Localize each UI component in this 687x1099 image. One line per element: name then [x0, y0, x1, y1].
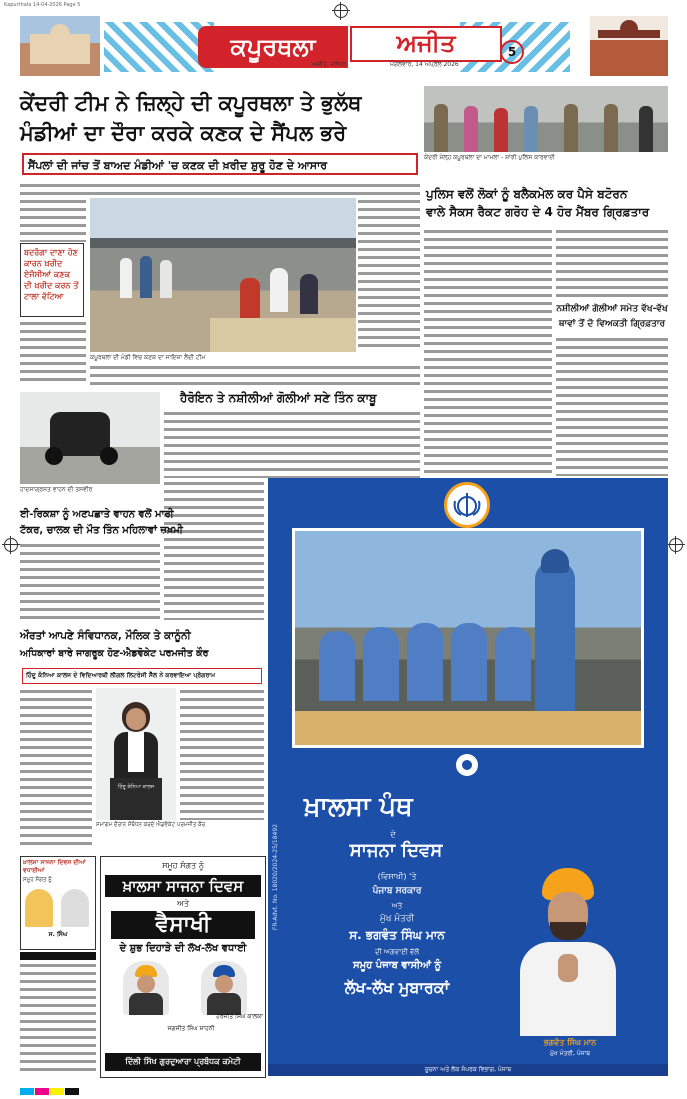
small-ad-title: ਖ਼ਾਲਸਾ ਸਾਜਨਾ ਦਿਵਸ ਦੀਆਂ ਵਧਾਈਆਂ: [23, 859, 86, 874]
accident-headline-2: ਟੱਕਰ, ਚਾਲਕ ਦੀ ਮੌਤ ਤਿੰਨ ਮਹਿਲਾਵਾਂ ਜ਼ਖ਼ਮੀ: [20, 525, 183, 536]
vaisakhi-portrait-2: [201, 961, 247, 1015]
vaisakhi-word: ਵੈਸਾਖੀ: [111, 911, 255, 939]
masthead-date: ਮੰਗਲਵਾਰ, 14 ਅਪ੍ਰੈਲ 2026: [390, 61, 459, 68]
vaisakhi-top: ਸਮੂਹ ਸੰਗਤ ਨੂੰ: [162, 861, 204, 870]
masthead-sub: ਅਜੀਤ, ਜਲੰਧਰ: [312, 61, 347, 68]
masthead-city: ਕਪੂਰਥਲਾ: [198, 26, 348, 68]
masthead-building-photo-right: [590, 16, 668, 76]
vaisakhi-ad: [100, 856, 266, 1078]
lead-body-col1-b: [20, 320, 86, 382]
women-photo: [96, 688, 176, 820]
accident-photo: [20, 392, 160, 484]
small-ad-portrait-1: [25, 889, 53, 927]
police-body-col1: [424, 228, 552, 476]
govt-ad-title: ਖ਼ਾਲਸਾ ਪੰਥ: [304, 792, 413, 822]
vaisakhi-title: ਖ਼ਾਲਸਾ ਸਾਜਨਾ ਦਿਵਸ: [105, 875, 261, 897]
podium-text: ਹਿੰਦੂ ਕੰਨਿਆ ਕਾਲਜ: [117, 784, 155, 790]
govt-ad-wishes: ਲੱਖ-ਲੱਖ ਮੁਬਾਰਕਾਂ: [344, 978, 450, 997]
police-headline-2: ਵਾਲੇ ਸੈਕਸ ਰੈਕਟ ਗਰੋਹ ਦੇ 4 ਹੋਰ ਮੈਂਬਰ ਗ੍ਰਿਫ਼ਤਾਰ: [426, 205, 650, 219]
lead-photo: [90, 198, 356, 352]
police-photo: [424, 86, 668, 152]
govt-ad-sig-name: ਭਗਵੰਤ ਸਿੰਘ ਮਾਨ: [543, 1038, 597, 1047]
lead-headline-1: ਕੇਂਦਰੀ ਟੀਮ ਨੇ ਜ਼ਿਲ੍ਹੇ ਦੀ ਕਪੂਰਥਲਾ ਤੇ ਭੁਲੱਥ: [20, 91, 362, 115]
women-body-col1: [20, 688, 92, 850]
women-photo-caption: ਸਮਾਗਮ ਦੌਰਾਨ ਸੰਬੋਧਨ ਕਰਦੇ ਐਡਵੋਕੇਟ ਪਰਮਜੀਤ ਕੌਰ: [96, 822, 206, 828]
masthead-building-photo-left: [20, 16, 100, 76]
police-headline-1: ਪੁਲਿਸ ਵਲੋਂ ਲੋਕਾਂ ਨੂੰ ਬਲੈਕਮੇਲ ਕਰ ਪੈਸੇ ਬਟੋਰਨ: [426, 187, 628, 201]
govt-ad-line-5: ਦੀ ਅਗਵਾਈ ਵੱਲੋਂ: [374, 948, 420, 956]
registration-mark-right: [669, 538, 683, 552]
govt-ad-number: FR-Advt. No. 18020/2024-25/18492: [272, 824, 279, 931]
small-ad-portrait-2: [61, 889, 89, 927]
women-headline-2: ਅਧਿਕਾਰਾਂ ਬਾਰੇ ਜਾਗਰੂਕ ਹੋਣ-ਐਡਵੋਕੇਟ ਪਰਮਜੀਤ ਕੌਰ: [20, 648, 209, 659]
pills-headline-2: ਥਾਵਾਂ ਤੋਂ ਦੋ ਵਿਅਕਤੀ ਗ੍ਰਿਫ਼ਤਾਰ: [558, 319, 666, 329]
punjab-govt-seal-icon: [456, 754, 478, 776]
pills-headline-1: ਨਸ਼ੀਲੀਆਂ ਗੋਲੀਆਂ ਸਮੇਤ ਵੱਖ-ਵੱਖ: [556, 304, 668, 314]
accident-body: [20, 542, 160, 620]
masthead: [20, 14, 668, 78]
govt-ad-cm-portrait: [514, 868, 618, 1036]
vaisakhi-portrait-1: [123, 961, 169, 1015]
khanda-icon: [444, 482, 490, 528]
heroin-body-top: [164, 410, 420, 478]
print-color-bar: [20, 1080, 668, 1087]
lead-body-col1-a: [20, 198, 86, 242]
women-subhead: ਹਿੰਦੂ ਕੰਨਿਆ ਕਾਲਜ ਦੇ ਵਿਦਿਆਰਥੀ ਲੀਗਲ ਲਿਟਰੇਸੀ ਸੈੱਲ ਨੇ ਕਰਵਾਇਆ ਪ੍ਰੋਗਰਾਮ: [22, 668, 262, 684]
lead-body-bottom: [90, 364, 420, 386]
lead-sidebar-box: ਬਦਰੰਗਾ ਦਾਣਾ ਹੋਣ ਕਾਰਨ ਖ਼ਰੀਦ ਏਜੰਸੀਆਂ ਕਣਕ ਦੀ ਖ਼ਰੀਦ ਕਰਨ ਤੋਂ ਟਾਲਾ ਵੱਟਿਆ: [20, 243, 84, 317]
govt-ad-title-2: ਸਾਜਨਾ ਦਿਵਸ: [349, 840, 443, 861]
vaisakhi-and: ਅਤੇ: [177, 899, 189, 908]
govt-ad-line-4: ਮੁੱਖ ਮੰਤਰੀ: [379, 914, 415, 924]
govt-ad-line-6: ਸਮੂਹ ਪੰਜਾਬ ਵਾਸੀਆਂ ਨੂੰ: [352, 960, 442, 971]
govt-ad-line-3: ਅਤੇ: [391, 902, 403, 910]
lead-body-col3: [358, 182, 420, 352]
vaisakhi-greeting: ਦੇ ਸ਼ੁਭ ਦਿਹਾੜੇ ਦੀ ਲੱਖ-ਲੱਖ ਵਧਾਈ: [119, 943, 247, 954]
lead-photo-caption: ਕਪੂਰਥਲਾ ਦੀ ਮੰਡੀ ਵਿਚ ਕਣਕ ਦਾ ਜਾਇਜ਼ਾ ਲੈਂਦੀ ਟੀਮ: [90, 354, 206, 361]
vaisakhi-footer: ਦਿੱਲੀ ਸਿੱਖ ਗੁਰਦੁਆਰਾ ਪ੍ਰਬੰਧਕ ਕਮੇਟੀ: [105, 1053, 261, 1071]
file-info: Kapurthala 14-04-2026 Page 5: [4, 2, 81, 8]
govt-ad-painting: [292, 528, 644, 748]
govt-ad-sig-title: ਮੁੱਖ ਮੰਤਰੀ, ਪੰਜਾਬ: [549, 1050, 591, 1057]
govt-ad-de: ਦੇ: [390, 830, 396, 839]
govt-ad-line-1: (ਵਿਸਾਖੀ) 'ਤੇ: [377, 872, 417, 881]
heroin-body-left: [164, 480, 264, 620]
small-ad: [20, 856, 96, 950]
accident-headline-1: ਈ-ਰਿਕਸ਼ਾ ਨੂੰ ਅਣਪਛਾਤੇ ਵਾਹਨ ਵਲੋਂ ਮਾਰੀ: [20, 509, 174, 520]
small-ad-line2: ਸਮੂਹ ਸੰਗਤ ਨੂੰ: [23, 877, 52, 883]
govt-ad-cm-name: ਸ. ਭਗਵੰਤ ਸਿੰਘ ਮਾਨ: [349, 928, 445, 942]
lead-headline-2: ਮੰਡੀਆਂ ਦਾ ਦੌਰਾ ਕਰਕੇ ਕਣਕ ਦੇ ਸੈਂਪਲ ਭਰੇ: [20, 121, 347, 145]
govt-ad-line-2: ਪੰਜਾਬ ਸਰਕਾਰ: [372, 886, 422, 896]
registration-mark-left: [4, 538, 18, 552]
govt-ad-footer: ਸੂਚਨਾ ਅਤੇ ਲੋਕ ਸੰਪਰਕ ਵਿਭਾਗ, ਪੰਜਾਬ: [268, 1064, 668, 1076]
vaisakhi-person-1: ਹਰਜੀਤ ਸਿੰਘ ਕਾਲਕਾ: [216, 1013, 263, 1020]
women-body-col3: [180, 688, 264, 820]
govt-ad: [268, 478, 668, 1076]
lead-subhead: ਸੈਂਪਲਾਂ ਦੀ ਜਾਂਚ ਤੋਂ ਬਾਅਦ ਮੰਡੀਆਂ 'ਚ ਕਣਕ ਦੀ ਖ਼ਰੀਦ ਸ਼ੁਰੂ ਹੋਣ ਦੇ ਆਸਾਰ: [22, 153, 418, 175]
women-headline-1: ਔਰਤਾਂ ਆਪਣੇ ਸੰਵਿਧਾਨਕ, ਮੌਲਿਕ ਤੇ ਕਾਨੂੰਨੀ: [20, 630, 191, 642]
masthead-brand: ਅਜੀਤ: [350, 26, 502, 62]
page-number: 5: [500, 40, 524, 64]
small-ad-bar: [20, 952, 96, 960]
police-photo-caption: ਕੇਂਦਰੀ ਜੇਲ੍ਹ ਕਪੂਰਥਲਾ ਦਾ ਮਾਮਲਾ - ਸਾਂਝੀ ਪੁਲਿਸ ਕਾਰਵਾਈ: [424, 154, 555, 161]
vaisakhi-person-2: ਜਗਜੀਤ ਸਿੰਘ ਸਾਹਨੀ: [167, 1025, 215, 1032]
police-body-col2: [556, 228, 668, 300]
small-ad-name: ਸ. ਸਿੰਘ: [48, 931, 68, 938]
pills-body: [556, 336, 668, 476]
left-column-body: [20, 962, 96, 1074]
accident-photo-caption: ਹਾਦਸਾਗ੍ਰਸਤ ਵਾਹਨ ਦੀ ਤਸਵੀਰ: [20, 486, 93, 493]
heroin-headline: ਹੈਰੋਇਨ ਤੇ ਨਸ਼ੀਲੀਆਂ ਗੋਲੀਆਂ ਸਣੇ ਤਿੰਨ ਕਾਬੂ: [180, 391, 377, 405]
